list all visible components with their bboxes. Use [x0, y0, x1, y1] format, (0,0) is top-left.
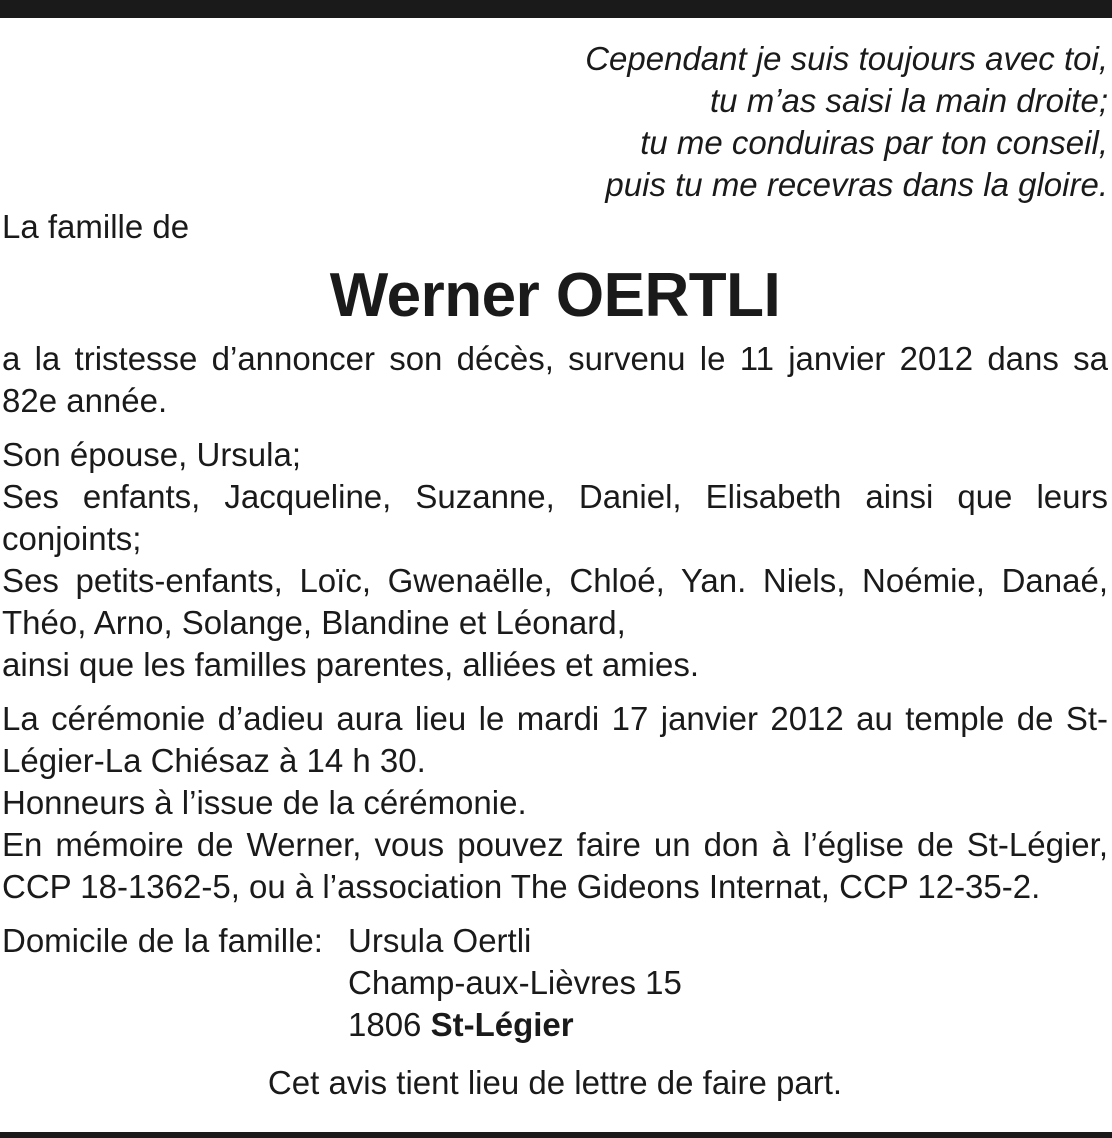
closing-note: Cet avis tient lieu de lettre de faire part. [267, 1064, 843, 1101]
grandchildren-line: Ses petits-enfants, Loïc, Gwenaëlle, Chloé, Yan. Niels, Noémie, Danaé, Théo, Arno, Solange, Blandine et Léonard, [2, 562, 1108, 641]
address-lines [348, 920, 682, 1046]
intro-text: La famille de [2, 208, 190, 245]
address-street: Champ-aux-Lièvres 15 [348, 964, 682, 1001]
address-name: Ursula Oertli [348, 922, 532, 959]
family-address [2, 920, 1108, 1046]
address-city-line [348, 1004, 682, 1046]
ceremony-info [2, 698, 1108, 908]
ceremony-honours: Honneurs à l’issue de la cérémonie. [2, 784, 527, 821]
deceased-name: Werner OERTLI [329, 261, 781, 330]
ceremony-service: La cérémonie d’adieu aura lieu le mardi 17 janvier 2012 au temple de St-Légier-La Chiésaz à 14 h 30. [2, 700, 1108, 779]
family-list [2, 434, 1108, 686]
verse-line: puis tu me recevras dans la gloire. [605, 166, 1108, 203]
bottom-rule [0, 1132, 1112, 1138]
verse-line: Cependant je suis toujours avec toi, [585, 40, 1108, 77]
address-postcode: 1806 [348, 1006, 422, 1043]
verse-line: tu me conduiras par ton conseil, [640, 124, 1108, 161]
spouse-line: Son épouse, Ursula; [2, 436, 302, 473]
relatives-line: ainsi que les familles parentes, alliées et amies. [2, 646, 700, 683]
announcement-text: a la tristesse d’annoncer son décès, survenu le 11 janvier 2012 dans sa 82e année. [2, 340, 1108, 419]
top-rule [0, 0, 1112, 18]
donation-text: En mémoire de Werner, vous pouvez faire un don à l’église de St-Légier, CCP 18-1362-5, ou à l’association The Gideons Internat, CCP 12-35-2. [2, 826, 1108, 905]
verse-quote [2, 38, 1108, 206]
address-town: St-Légier [430, 1006, 574, 1043]
verse-line: tu m’as saisi la main droite; [710, 82, 1108, 119]
children-line: Ses enfants, Jacqueline, Suzanne, Daniel, Elisabeth ainsi que leurs conjoints; [2, 478, 1108, 557]
obituary-notice [2, 38, 1108, 1104]
domicile-label: Domicile de la famille: [2, 922, 323, 959]
